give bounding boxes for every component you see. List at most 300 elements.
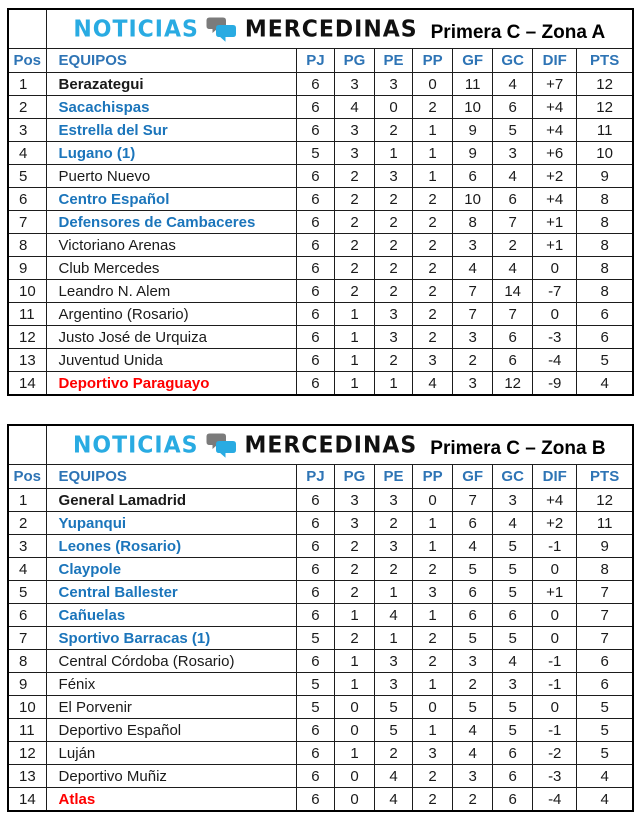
- stat-cell-pg: 3: [334, 142, 374, 165]
- stat-cell-gc: 6: [493, 604, 533, 627]
- stat-cell-gc: 6: [493, 788, 533, 812]
- brand-noticias: NOTICIAS: [72, 432, 199, 459]
- position-cell: 12: [8, 742, 46, 765]
- table-row: [8, 673, 633, 696]
- column-header-pj: PJ: [296, 465, 334, 489]
- stat-cell-gf: 4: [453, 535, 493, 558]
- stat-cell-dif: +1: [533, 581, 577, 604]
- team-name-cell: Argentino (Rosario): [46, 303, 296, 326]
- team-name-cell: Leandro N. Alem: [46, 280, 296, 303]
- position-cell: 6: [8, 604, 46, 627]
- stat-cell-gc: 3: [493, 673, 533, 696]
- stat-cell-dif: -1: [533, 535, 577, 558]
- stat-cell-pg: 1: [334, 650, 374, 673]
- masthead-content: [47, 13, 632, 46]
- stat-cell-pg: 3: [334, 119, 374, 142]
- stat-cell-gf: 3: [453, 326, 493, 349]
- stat-cell-pj: 6: [296, 742, 334, 765]
- table-row: [8, 788, 633, 812]
- stat-cell-gf: 3: [453, 650, 493, 673]
- stat-cell-pp: 1: [413, 604, 453, 627]
- stat-cell-gc: 6: [493, 742, 533, 765]
- brand-noticias: NOTICIAS: [73, 16, 199, 43]
- column-header-gc: GC: [493, 49, 533, 73]
- stat-cell-dif: +6: [533, 142, 577, 165]
- table-row: [8, 234, 633, 257]
- stat-cell-pp: 3: [413, 349, 453, 372]
- position-cell: 7: [8, 211, 46, 234]
- stat-cell-pp: 2: [413, 788, 453, 812]
- stat-cell-dif: -4: [533, 349, 577, 372]
- stat-cell-dif: 0: [533, 558, 577, 581]
- stat-cell-pts: 8: [577, 211, 633, 234]
- stat-cell-pg: 0: [334, 696, 374, 719]
- stat-cell-gf: 5: [453, 627, 493, 650]
- stat-cell-dif: -4: [533, 788, 577, 812]
- team-name-cell: Estrella del Sur: [46, 119, 296, 142]
- stat-cell-pe: 4: [375, 788, 413, 812]
- stat-cell-gc: 5: [493, 558, 533, 581]
- stat-cell-pe: 2: [375, 211, 413, 234]
- team-name-cell: Sportivo Barracas (1): [46, 627, 296, 650]
- stat-cell-dif: 0: [533, 303, 577, 326]
- stat-cell-pe: 2: [375, 349, 413, 372]
- stat-cell-gc: 4: [493, 165, 533, 188]
- table-row: [8, 119, 633, 142]
- stat-cell-gc: 2: [493, 234, 533, 257]
- team-name-cell: Victoriano Arenas: [46, 234, 296, 257]
- team-name-cell: Juventud Unida: [46, 349, 296, 372]
- table-row: [8, 280, 633, 303]
- stat-cell-pj: 6: [296, 96, 334, 119]
- column-header-equipos: EQUIPOS: [46, 465, 296, 489]
- stat-cell-dif: 0: [533, 627, 577, 650]
- stat-cell-pj: 6: [296, 349, 334, 372]
- position-cell: 9: [8, 673, 46, 696]
- stat-cell-pp: 1: [413, 535, 453, 558]
- team-name-cell: Club Mercedes: [46, 257, 296, 280]
- stat-cell-gc: 5: [493, 696, 533, 719]
- stat-cell-pg: 1: [334, 604, 374, 627]
- column-header-pg: PG: [334, 465, 374, 489]
- stat-cell-pe: 2: [375, 742, 413, 765]
- standings-table: [7, 424, 634, 812]
- position-cell: 3: [8, 535, 46, 558]
- stat-cell-pj: 6: [296, 719, 334, 742]
- stat-cell-pj: 6: [296, 73, 334, 96]
- stat-cell-pp: 3: [413, 742, 453, 765]
- stat-cell-gc: 4: [493, 257, 533, 280]
- table-row: [8, 535, 633, 558]
- stat-cell-pg: 4: [334, 96, 374, 119]
- stat-cell-pe: 3: [375, 650, 413, 673]
- position-cell: 14: [8, 372, 46, 396]
- stat-cell-pg: 1: [334, 303, 374, 326]
- team-name-cell: General Lamadrid: [46, 489, 296, 512]
- stat-cell-pp: 2: [413, 765, 453, 788]
- stat-cell-pp: 2: [413, 257, 453, 280]
- stat-cell-pj: 5: [296, 673, 334, 696]
- column-header-pts: PTS: [577, 49, 633, 73]
- stat-cell-pg: 2: [334, 581, 374, 604]
- stat-cell-gc: 14: [493, 280, 533, 303]
- column-header-gf: GF: [453, 465, 493, 489]
- stat-cell-dif: -9: [533, 372, 577, 396]
- stat-cell-pe: 2: [375, 280, 413, 303]
- stat-cell-gf: 6: [453, 604, 493, 627]
- table-row: [8, 257, 633, 280]
- stat-cell-gf: 11: [453, 73, 493, 96]
- column-header-dif: DIF: [533, 49, 577, 73]
- stat-cell-pg: 2: [334, 535, 374, 558]
- masthead-empty-cell: [8, 9, 46, 49]
- stat-cell-pg: 2: [334, 257, 374, 280]
- team-name-cell: Justo José de Urquiza: [46, 326, 296, 349]
- masthead-cell: [46, 425, 633, 465]
- stat-cell-pg: 1: [334, 372, 374, 396]
- stat-cell-pe: 1: [375, 142, 413, 165]
- standings-section-zona-a: [7, 8, 634, 396]
- stat-cell-pj: 6: [296, 604, 334, 627]
- stat-cell-gf: 9: [453, 142, 493, 165]
- stat-cell-pg: 1: [334, 673, 374, 696]
- table-row: [8, 96, 633, 119]
- team-name-cell: Leones (Rosario): [46, 535, 296, 558]
- stat-cell-pj: 5: [296, 696, 334, 719]
- stat-cell-pp: 2: [413, 650, 453, 673]
- stat-cell-pp: 4: [413, 372, 453, 396]
- stat-cell-pg: 2: [334, 558, 374, 581]
- team-name-cell: Deportivo Paraguayo: [46, 372, 296, 396]
- table-row: [8, 165, 633, 188]
- stat-cell-pj: 6: [296, 788, 334, 812]
- stat-cell-pts: 12: [577, 73, 633, 96]
- stat-cell-dif: -1: [533, 650, 577, 673]
- stat-cell-dif: +4: [533, 119, 577, 142]
- table-row: [8, 512, 633, 535]
- stat-cell-pe: 2: [375, 257, 413, 280]
- stat-cell-pp: 0: [413, 489, 453, 512]
- position-cell: 3: [8, 119, 46, 142]
- position-cell: 10: [8, 696, 46, 719]
- stat-cell-gc: 4: [493, 73, 533, 96]
- stat-cell-gf: 7: [453, 489, 493, 512]
- stat-cell-gf: 2: [453, 788, 493, 812]
- stat-cell-pg: 1: [334, 349, 374, 372]
- brand-mercedinas: MERCEDINAS: [244, 432, 418, 459]
- table-row: [8, 696, 633, 719]
- stat-cell-pg: 2: [334, 627, 374, 650]
- stat-cell-gc: 5: [493, 119, 533, 142]
- stat-cell-pe: 1: [375, 627, 413, 650]
- column-header-gc: GC: [493, 465, 533, 489]
- stat-cell-pg: 3: [334, 489, 374, 512]
- stat-cell-pts: 8: [577, 257, 633, 280]
- stat-cell-pg: 2: [334, 165, 374, 188]
- stat-cell-gf: 6: [453, 165, 493, 188]
- team-name-cell: El Porvenir: [46, 696, 296, 719]
- stat-cell-pp: 2: [413, 326, 453, 349]
- table-row: [8, 627, 633, 650]
- stat-cell-gc: 3: [493, 142, 533, 165]
- column-header-pe: PE: [375, 465, 413, 489]
- stat-cell-gf: 7: [453, 303, 493, 326]
- stat-cell-gc: 6: [493, 326, 533, 349]
- stat-cell-pj: 6: [296, 211, 334, 234]
- team-name-cell: Puerto Nuevo: [46, 165, 296, 188]
- stat-cell-pp: 2: [413, 627, 453, 650]
- stat-cell-pe: 3: [375, 326, 413, 349]
- team-name-cell: Lugano (1): [46, 142, 296, 165]
- column-header-pe: PE: [375, 49, 413, 73]
- stat-cell-pts: 9: [577, 535, 633, 558]
- table-row: [8, 303, 633, 326]
- stat-cell-pj: 6: [296, 165, 334, 188]
- stat-cell-pg: 1: [334, 742, 374, 765]
- stat-cell-pg: 1: [334, 326, 374, 349]
- team-name-cell: Berazategui: [46, 73, 296, 96]
- stat-cell-pp: 1: [413, 142, 453, 165]
- stat-cell-pe: 3: [375, 303, 413, 326]
- position-cell: 13: [8, 349, 46, 372]
- stat-cell-gf: 4: [453, 719, 493, 742]
- stat-cell-pts: 8: [577, 280, 633, 303]
- stat-cell-pg: 3: [334, 73, 374, 96]
- stat-cell-pts: 8: [577, 234, 633, 257]
- team-name-cell: Deportivo Español: [46, 719, 296, 742]
- position-cell: 1: [8, 73, 46, 96]
- stat-cell-pts: 6: [577, 303, 633, 326]
- column-header-row: [8, 49, 633, 73]
- stat-cell-pe: 4: [375, 765, 413, 788]
- stat-cell-gc: 5: [493, 627, 533, 650]
- team-name-cell: Central Ballester: [46, 581, 296, 604]
- stat-cell-pj: 6: [296, 650, 334, 673]
- table-row: [8, 719, 633, 742]
- stat-cell-pts: 11: [577, 512, 633, 535]
- stat-cell-pts: 5: [577, 696, 633, 719]
- stat-cell-pts: 7: [577, 604, 633, 627]
- stat-cell-dif: 0: [533, 604, 577, 627]
- stat-cell-pts: 7: [577, 627, 633, 650]
- position-cell: 12: [8, 326, 46, 349]
- stat-cell-gc: 3: [493, 489, 533, 512]
- stat-cell-gf: 10: [453, 96, 493, 119]
- stat-cell-pg: 2: [334, 280, 374, 303]
- stat-cell-pj: 6: [296, 372, 334, 396]
- stat-cell-dif: -7: [533, 280, 577, 303]
- position-cell: 13: [8, 765, 46, 788]
- masthead-row: [8, 9, 633, 49]
- stat-cell-pg: 0: [334, 765, 374, 788]
- position-cell: 10: [8, 280, 46, 303]
- stat-cell-pe: 5: [375, 696, 413, 719]
- stat-cell-gf: 6: [453, 581, 493, 604]
- stat-cell-pj: 6: [296, 512, 334, 535]
- position-cell: 4: [8, 142, 46, 165]
- stat-cell-pts: 6: [577, 326, 633, 349]
- stat-cell-gc: 5: [493, 581, 533, 604]
- column-header-pg: PG: [334, 49, 374, 73]
- stat-cell-pj: 6: [296, 765, 334, 788]
- stat-cell-pe: 2: [375, 188, 413, 211]
- position-cell: 5: [8, 165, 46, 188]
- column-header-dif: DIF: [533, 465, 577, 489]
- stat-cell-pj: 5: [296, 142, 334, 165]
- column-header-pos: Pos: [8, 49, 46, 73]
- stat-cell-gf: 7: [453, 280, 493, 303]
- table-row: [8, 372, 633, 396]
- stat-cell-pts: 5: [577, 719, 633, 742]
- stat-cell-gc: 6: [493, 96, 533, 119]
- table-row: [8, 742, 633, 765]
- stat-cell-pp: 1: [413, 719, 453, 742]
- stat-cell-pe: 1: [375, 581, 413, 604]
- stat-cell-pts: 8: [577, 558, 633, 581]
- position-cell: 9: [8, 257, 46, 280]
- stat-cell-dif: +4: [533, 96, 577, 119]
- stat-cell-pts: 6: [577, 673, 633, 696]
- stat-cell-gf: 3: [453, 234, 493, 257]
- stat-cell-pts: 10: [577, 142, 633, 165]
- stat-cell-gf: 9: [453, 119, 493, 142]
- stat-cell-pp: 0: [413, 696, 453, 719]
- stat-cell-pj: 6: [296, 581, 334, 604]
- stat-cell-pj: 6: [296, 257, 334, 280]
- position-cell: 8: [8, 650, 46, 673]
- brand-mercedinas: MERCEDINAS: [244, 16, 418, 43]
- stat-cell-pg: 2: [334, 211, 374, 234]
- stat-cell-pts: 6: [577, 650, 633, 673]
- column-header-pp: PP: [413, 49, 453, 73]
- stat-cell-gf: 4: [453, 257, 493, 280]
- standings-section-zona-b: [7, 424, 634, 812]
- stat-cell-pp: 2: [413, 558, 453, 581]
- speech-bubbles-icon: [206, 432, 237, 464]
- stat-cell-pj: 6: [296, 535, 334, 558]
- stat-cell-pe: 5: [375, 719, 413, 742]
- stat-cell-gc: 7: [493, 211, 533, 234]
- stat-cell-pg: 0: [334, 719, 374, 742]
- masthead-empty-cell: [8, 425, 46, 465]
- table-row: [8, 604, 633, 627]
- stat-cell-gf: 6: [453, 512, 493, 535]
- team-name-cell: Atlas: [46, 788, 296, 812]
- stat-cell-gc: 6: [493, 765, 533, 788]
- stat-cell-pp: 2: [413, 303, 453, 326]
- column-header-gf: GF: [453, 49, 493, 73]
- stat-cell-dif: -3: [533, 765, 577, 788]
- stat-cell-dif: +4: [533, 188, 577, 211]
- column-header-pts: PTS: [577, 465, 633, 489]
- position-cell: 14: [8, 788, 46, 812]
- table-row: [8, 349, 633, 372]
- stat-cell-gc: 5: [493, 535, 533, 558]
- stat-cell-gc: 6: [493, 188, 533, 211]
- stat-cell-dif: -3: [533, 326, 577, 349]
- table-row: [8, 188, 633, 211]
- stat-cell-gf: 4: [453, 742, 493, 765]
- stat-cell-pe: 2: [375, 512, 413, 535]
- stat-cell-pe: 2: [375, 119, 413, 142]
- table-row: [8, 489, 633, 512]
- stat-cell-pp: 1: [413, 512, 453, 535]
- zone-title: Primera C – Zona A: [430, 21, 606, 43]
- stat-cell-gf: 2: [453, 349, 493, 372]
- stat-cell-dif: +7: [533, 73, 577, 96]
- team-name-cell: Luján: [46, 742, 296, 765]
- stat-cell-pe: 2: [375, 234, 413, 257]
- stat-cell-pts: 8: [577, 188, 633, 211]
- team-name-cell: Sacachispas: [46, 96, 296, 119]
- team-name-cell: Defensores de Cambaceres: [46, 211, 296, 234]
- stat-cell-pp: 3: [413, 581, 453, 604]
- stat-cell-pts: 7: [577, 581, 633, 604]
- stat-cell-pp: 2: [413, 96, 453, 119]
- masthead-content: [47, 429, 632, 462]
- stat-cell-gc: 12: [493, 372, 533, 396]
- table-row: [8, 650, 633, 673]
- speech-bubbles-icon: [206, 16, 237, 48]
- stat-cell-gf: 10: [453, 188, 493, 211]
- stat-cell-pp: 1: [413, 673, 453, 696]
- position-cell: 11: [8, 719, 46, 742]
- stat-cell-pe: 3: [375, 535, 413, 558]
- stat-cell-gc: 5: [493, 719, 533, 742]
- table-row: [8, 581, 633, 604]
- stat-cell-pts: 5: [577, 742, 633, 765]
- stat-cell-pts: 4: [577, 765, 633, 788]
- stat-cell-pp: 2: [413, 211, 453, 234]
- stat-cell-pe: 2: [375, 558, 413, 581]
- standings-table: [7, 8, 634, 396]
- stat-cell-pj: 6: [296, 188, 334, 211]
- stat-cell-pe: 4: [375, 604, 413, 627]
- stat-cell-pj: 6: [296, 558, 334, 581]
- stat-cell-pj: 6: [296, 280, 334, 303]
- stat-cell-gc: 6: [493, 349, 533, 372]
- stat-cell-pj: 5: [296, 627, 334, 650]
- stat-cell-pe: 1: [375, 372, 413, 396]
- position-cell: 4: [8, 558, 46, 581]
- stat-cell-gf: 3: [453, 372, 493, 396]
- position-cell: 2: [8, 512, 46, 535]
- table-row: [8, 765, 633, 788]
- stat-cell-pj: 6: [296, 234, 334, 257]
- stat-cell-pj: 6: [296, 119, 334, 142]
- team-name-cell: Yupanqui: [46, 512, 296, 535]
- stat-cell-dif: +2: [533, 165, 577, 188]
- zone-title: Primera C – Zona B: [430, 437, 606, 459]
- stat-cell-dif: -1: [533, 719, 577, 742]
- position-cell: 7: [8, 627, 46, 650]
- stat-cell-pp: 2: [413, 234, 453, 257]
- stat-cell-dif: -1: [533, 673, 577, 696]
- stat-cell-pg: 3: [334, 512, 374, 535]
- team-name-cell: Centro Español: [46, 188, 296, 211]
- column-header-equipos: EQUIPOS: [46, 49, 296, 73]
- stat-cell-gc: 4: [493, 512, 533, 535]
- stat-cell-pp: 2: [413, 188, 453, 211]
- stat-cell-pts: 4: [577, 788, 633, 812]
- stat-cell-pj: 6: [296, 303, 334, 326]
- position-cell: 1: [8, 489, 46, 512]
- position-cell: 5: [8, 581, 46, 604]
- column-header-pj: PJ: [296, 49, 334, 73]
- table-row: [8, 142, 633, 165]
- stat-cell-pe: 3: [375, 165, 413, 188]
- stat-cell-pp: 1: [413, 119, 453, 142]
